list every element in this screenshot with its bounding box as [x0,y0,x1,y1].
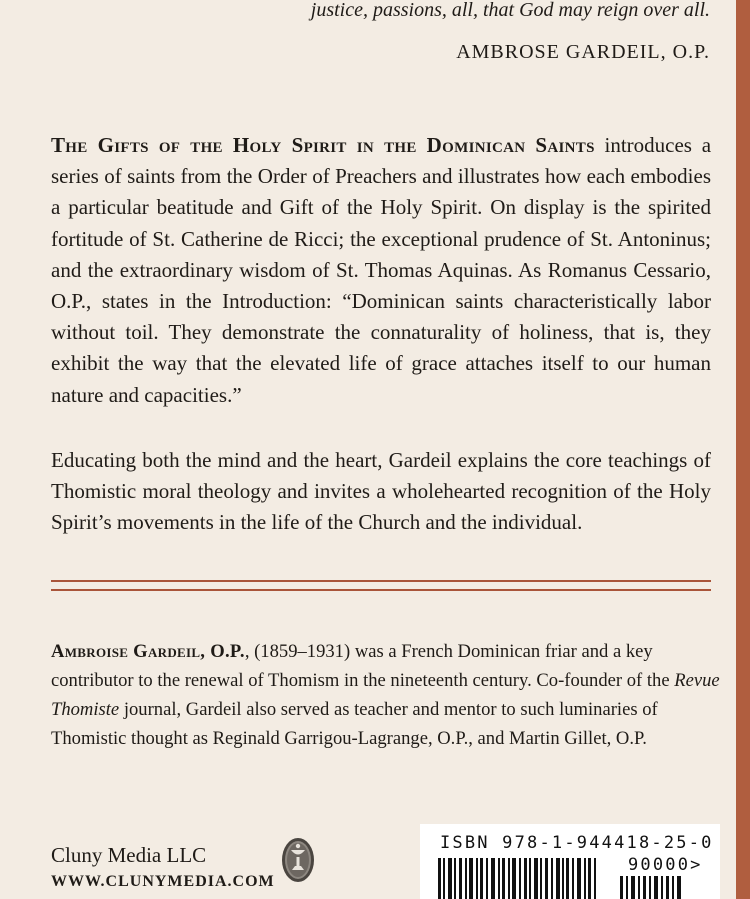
divider-bottom [51,589,711,591]
description-paragraph [51,130,711,411]
isbn-barcode [420,824,720,899]
journal-title: Revue Thomiste [51,670,720,720]
epigraph-line: justice, passions, all, that God may reign over all. [310,0,710,21]
publisher-name: Cluny Media LLC [51,843,207,867]
author-bio [51,637,721,753]
publisher-medallion-icon [281,837,315,883]
description-body: introduces a series of saints from the Order of Preachers and illustrates how each embodies a particular beatitude and Gift of the Holy Spirit. On display is the spirited fortitude of St. Catherine de Ricci; the exceptional prudence of St. Antoninus; and the extraordinary wisdom of St. Thomas Aquinas. As Romanus Cessario, O.P., states in the Introduction: “Dominican saints characteristically labor without toil. They demonstrate the connaturality of holiness, that is, they exhibit the way that the elevated life of grace attaches itself to our human nature and capacities.” [51,133,712,407]
second-paragraph: Educating both the mind and the heart, Gardeil explains the core teachings of Thomistic moral theology and invites a wholehearted recognition of the Holy Spirit’s movements in the life of the Church and the individual. [51,448,711,535]
author-name: Ambroise Gardeil, O.P. [51,641,245,662]
isbn-number: ISBN 978-1-944418-25-0 [440,833,714,853]
bio-text-a: , (1859–1931) was a French Dominican friar and a key contributor to the renewal of Thomism in the nineteenth century. Co-founder of the [51,641,675,691]
barcode-bars-addon [620,876,690,899]
epigraph-author: AMBROSE GARDEIL, O.P. [456,41,710,63]
divider-top [51,580,711,582]
price-code: 90000> [628,855,703,875]
barcode-bars-main [438,858,618,899]
spine-edge [736,0,750,899]
bio-text-b: journal, Gardeil also served as teacher and mentor to such luminaries of Thomistic thought as Reginald Garrigou-Lagrange, O.P., and Martin Gillet, O.P. [51,699,658,749]
book-title: The Gifts of the Holy Spirit in the Dominican Saints [51,133,595,157]
publisher-website: WWW.CLUNYMEDIA.COM [51,873,275,890]
